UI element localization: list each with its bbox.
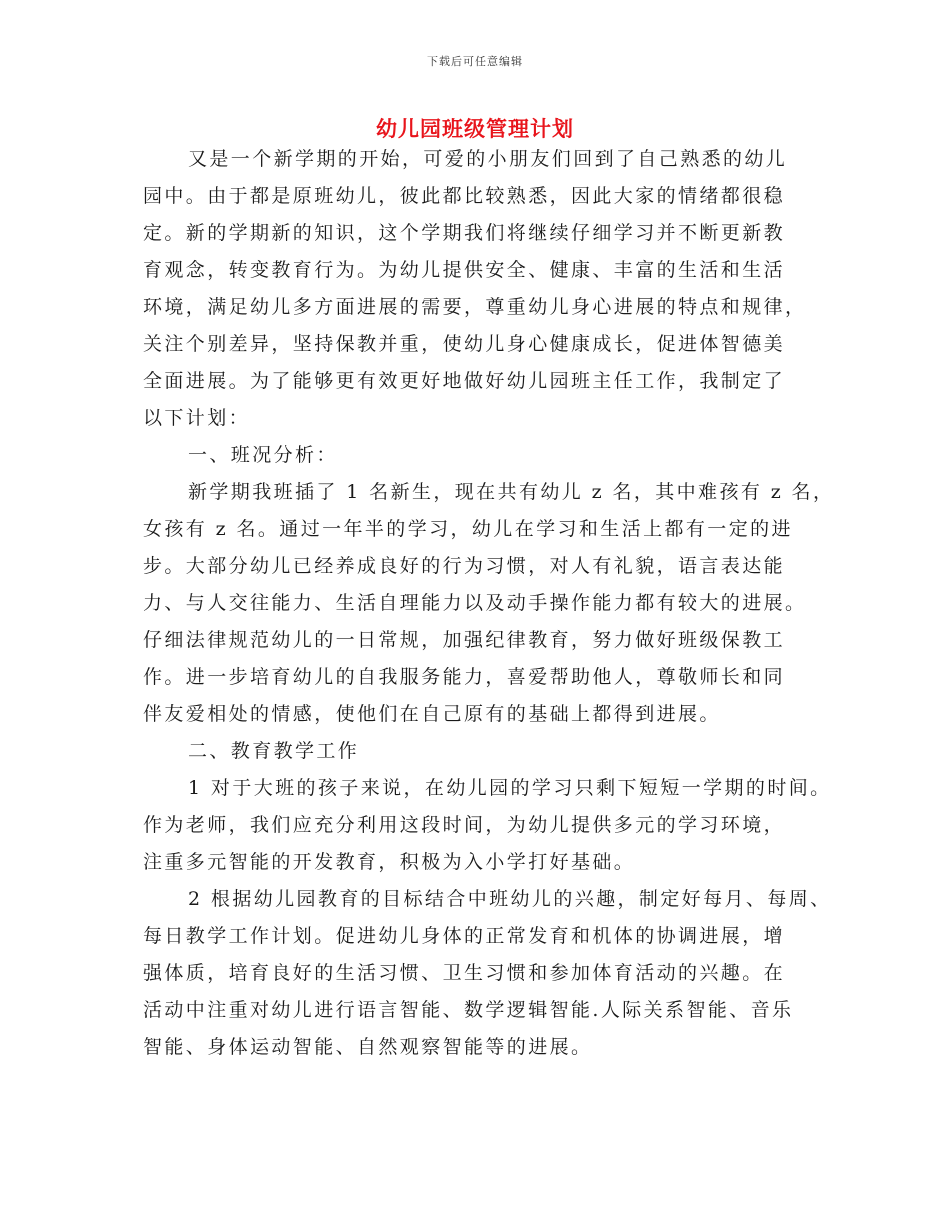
- header-note: 下载后可任意编辑: [427, 55, 523, 68]
- paragraph-line: 园中。由于都是原班幼儿，彼此都比较熟悉，因此大家的情绪都很稳: [143, 185, 786, 207]
- paragraph-line: 作为老师，我们应充分利用这段时间，为幼儿提供多元的学习环境，: [143, 814, 786, 836]
- paragraph-line: 以下计划：: [143, 407, 251, 429]
- paragraph-line: 环境，满足幼儿多方面进展的需要，尊重幼儿身心进展的特点和规律，: [143, 296, 807, 318]
- paragraph-line: 智能、身体运动智能、自然观察智能等的进展。: [143, 1036, 593, 1058]
- paragraph-line: 育观念，转变教育行为。为幼儿提供安全、健康、丰富的生活和生活: [143, 259, 786, 281]
- paragraph-line: 仔细法律规范幼儿的一日常规，加强纪律教育，努力做好班级保教工: [143, 629, 786, 651]
- paragraph-line: 女孩有 z 名。通过一年半的学习，幼儿在学习和生活上都有一定的进: [143, 518, 793, 540]
- paragraph-line: 力、与人交往能力、生活自理能力以及动手操作能力都有较大的进展。: [143, 592, 807, 614]
- section-heading: 二、教育教学工作: [188, 740, 360, 762]
- paragraph-line: 关注个别差异，坚持保教并重，使幼儿身心健康成长，促进体智德美: [143, 333, 786, 355]
- document-title: 幼儿园班级管理计划: [376, 116, 574, 141]
- section-heading: 一、班况分析：: [188, 444, 338, 466]
- paragraph-line: 注重多元智能的开发教育，积极为入小学打好基础。: [143, 851, 636, 873]
- paragraph-line: 又是一个新学期的开始，可爱的小朋友们回到了自己熟悉的幼儿: [188, 148, 788, 170]
- paragraph-line: 每日教学工作计划。促进幼儿身体的正常发育和机体的协调进展，增: [143, 925, 786, 947]
- paragraph-line: 强体质，培育良好的生活习惯、卫生习惯和参加体育活动的兴趣。在: [143, 962, 786, 984]
- paragraph-line: 2 根据幼儿园教育的目标结合中班幼儿的兴趣，制定好每月、每周、: [188, 888, 832, 910]
- paragraph-line: 全面进展。为了能够更有效更好地做好幼儿园班主任工作，我制定了: [143, 370, 786, 392]
- paragraph-line: 定。新的学期新的知识，这个学期我们将继续仔细学习并不断更新教: [143, 222, 786, 244]
- paragraph-line: 1 对于大班的孩子来说，在幼儿园的学习只剩下短短一学期的时间。: [188, 777, 832, 799]
- paragraph-line: 作。进一步培育幼儿的自我服务能力，喜爱帮助他人，尊敬师长和同: [143, 666, 786, 688]
- paragraph-line: 步。大部分幼儿已经养成良好的行为习惯，对人有礼貌，语言表达能: [143, 555, 786, 577]
- paragraph-line: 新学期我班插了 1 名新生，现在共有幼儿 z 名，其中难孩有 z 名，: [188, 481, 835, 503]
- paragraph-line: 活动中注重对幼儿进行语言智能、数学逻辑智能.人际关系智能、音乐: [143, 999, 794, 1021]
- paragraph-line: 伴友爱相处的情感，使他们在自己原有的基础上都得到进展。: [143, 703, 721, 725]
